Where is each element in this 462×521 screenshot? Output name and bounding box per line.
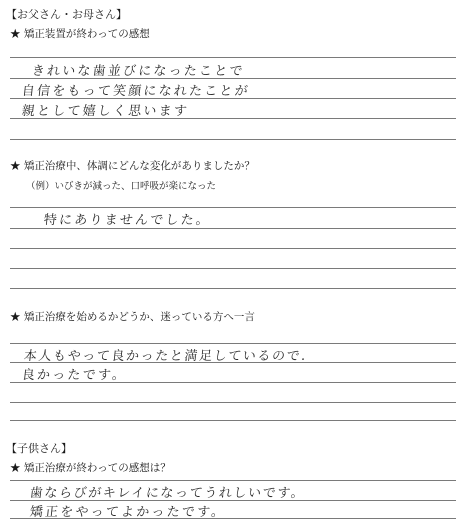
answer-line — [10, 420, 456, 421]
parents-section-title: 【お父さん・お母さん】 — [6, 8, 127, 21]
answer-line — [10, 382, 456, 383]
child-q1-question: ★ 矯正治療が終わっての感想は？ — [10, 462, 171, 474]
parents-q2-answer-1: 特にありませんでした。 — [43, 213, 212, 228]
answer-line — [10, 228, 456, 229]
child-q1-answer-2: 矯正をやってよかったです。 — [29, 505, 228, 520]
answer-line — [10, 207, 456, 208]
answer-line — [10, 118, 456, 119]
answer-line — [10, 480, 456, 481]
child-q1-answer-1: 歯ならびがキレイになってうれしいです。 — [29, 486, 307, 501]
parents-q1-answer-2: 自信をもって笑顔になれたことが — [21, 84, 251, 99]
answer-line — [10, 248, 456, 249]
parents-q1-question: ★ 矯正装置が終わっての感想 — [10, 28, 150, 40]
answer-line — [10, 402, 456, 403]
answer-line — [10, 362, 456, 363]
parents-q2-question: ★ 矯正治療中、体調にどんな変化がありましたか？ — [10, 160, 255, 172]
answer-line — [10, 78, 456, 79]
parents-q3-answer-2: 良かったです。 — [21, 368, 128, 383]
parents-q3-question: ★ 矯正治療を始めるかどうか、迷っている方へ一言 — [10, 311, 255, 323]
parents-q2-example: （例）いびきが減った、口呼吸が楽になった — [26, 181, 217, 192]
parents-q1-answer-3: 親として嬉しく思います — [21, 104, 190, 119]
parents-q3-answer-1: 本人もやって良かったと満足しているので. — [23, 349, 308, 364]
answer-line — [10, 288, 456, 289]
answer-line — [10, 57, 456, 58]
answer-line — [10, 268, 456, 269]
answer-line — [10, 343, 456, 344]
answer-line — [10, 98, 456, 99]
child-section-title: 【子供さん】 — [6, 442, 72, 455]
answer-line — [10, 518, 456, 519]
answer-line — [10, 139, 456, 140]
parents-q1-answer-1: きれいな歯並びになったことで — [31, 64, 246, 79]
